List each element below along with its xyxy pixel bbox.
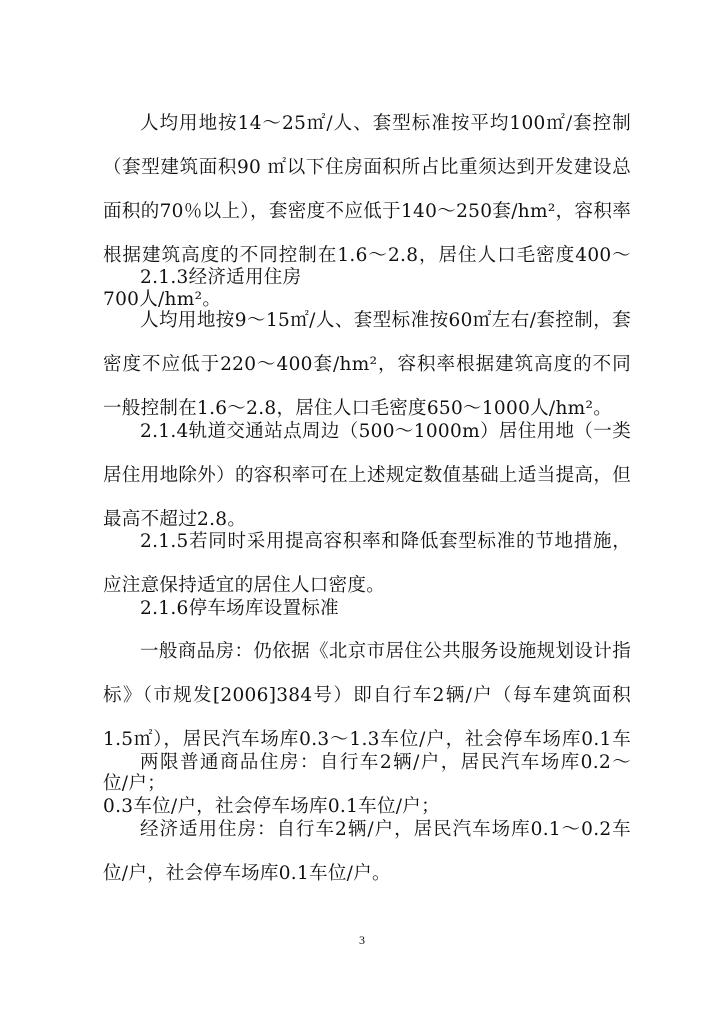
paragraph-affordable-housing-standards: 人均用地按9～15㎡/人、套型标准按60㎡左右/套控制，套密度不应低于220～400套/hm²，容积率根据建筑高度的不同一般控制在1.6～2.8，居住人口毛密度650～1000人/hm²。	[103, 310, 631, 419]
page-number: 3	[359, 933, 365, 947]
paragraph-affordable-housing-parking: 经济适用住房：自行车2辆/户，居民汽车场库0.1～0.2车位/户，社会停车场库0.1车位/户。	[103, 819, 631, 884]
paragraph-two-limit-housing-parking: 两限普通商品住房：自行车2辆/户，居民汽车场库0.2～0.3车位/户，社会停车场库0.1车位/户；	[103, 752, 631, 817]
section-heading-2-1-6: 2.1.6停车场库设置标准	[140, 598, 339, 619]
section-heading-2-1-3: 2.1.3经济适用住房	[140, 267, 302, 288]
paragraph-price-limited-housing-standards: 人均用地按14～25㎡/人、套型标准按平均100㎡/套控制（套型建筑面积90 ㎡以下住房面积所占比重须达到开发建设总面积的70％以上），套密度不应低于140～250套/hm²，容积率根据建筑高度的不同控制在1.6～2.8，居住人口毛密度400～700人/hm²。	[103, 113, 631, 310]
paragraph-2-1-4-rail-transit: 2.1.4轨道交通站点周边（500～1000m）居住用地（一类居住用地除外）的容积率可在上述规定数值基础上适当提高，但最高不超过2.8。	[103, 421, 631, 530]
paragraph-2-1-5-density: 2.1.5若同时采用提高容积率和降低套型标准的节地措施，应注意保持适宜的居住人口密度。	[103, 531, 631, 596]
paragraph-general-commercial-housing-parking: 一般商品房：仍依据《北京市居住公共服务设施规划设计指标》（市规发[2006]384号）即自行车2辆/户（每车建筑面积1.5㎡），居民汽车场库0.3～1.3车位/户，社会停车场库0.1车位/户；	[103, 641, 631, 794]
